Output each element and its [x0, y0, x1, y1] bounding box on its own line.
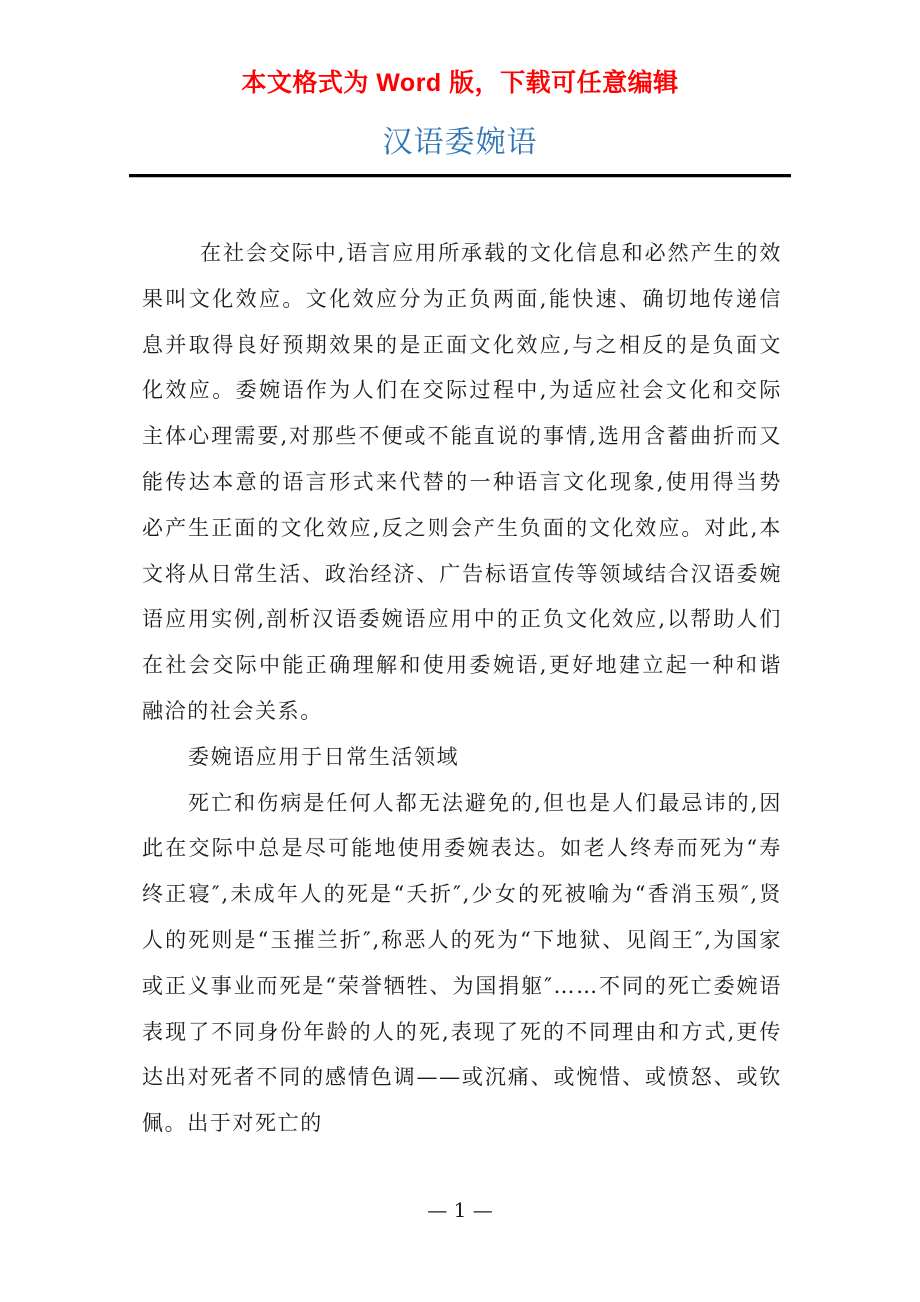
page-number: — 1 —: [427, 1198, 493, 1222]
document-body: [142, 231, 782, 1147]
document-title: 汉语委婉语: [382, 125, 538, 160]
intro-paragraph: 在社会交际中,语言应用所承载的文化信息和必然产生的效果叫文化效应。文化效应分为正负两面,能快速、确切地传递信息并取得良好预期效果的是正面文化效应,与之相反的是负面文化效应。委婉语作为人们在交际过程中,为适应社会文化和交际主体心理需要,对那些不便或不能直说的事情,选用含蓄曲折而又能传达本意的语言形式来代替的一种语言文化现象,使用得当势必产生正面的文化效应,反之则会产生负面的文化效应。对此,本文将从日常生活、政治经济、广告标语宣传等领域结合汉语委婉语应用实例,剖析汉语委婉语应用中的正负文化效应,以帮助人们在社会交际中能正确理解和使用委婉语,更好地建立起一种和谐融洽的社会关系。: [142, 241, 782, 723]
format-notice: 本文格式为 Word 版，下载可任意编辑: [241, 69, 679, 97]
section-heading: 委婉语应用于日常生活领域: [188, 744, 460, 769]
title-divider: [129, 174, 791, 178]
body-paragraph: 死亡和伤病是任何人都无法避免的,但也是人们最忌讳的,因此在交际中总是尽可能地使用委婉表达。如老人终寿而死为“寿终正寝″,未成年人的死是“夭折″,少女的死被喻为“香消玉殒″,贤人的死则是“玉摧兰折″,称恶人的死为“下地狱、见阎王″,为国家或正义事业而死是“荣誉牺牲、为国捐躯″……不同的死亡委婉语表现了不同身份年龄的人的死,表现了死的不同理由和方式,更传达出对死者不同的感情色调——或沉痛、或惋惜、或愤怒、或钦佩。出于对死亡的: [142, 790, 782, 1136]
